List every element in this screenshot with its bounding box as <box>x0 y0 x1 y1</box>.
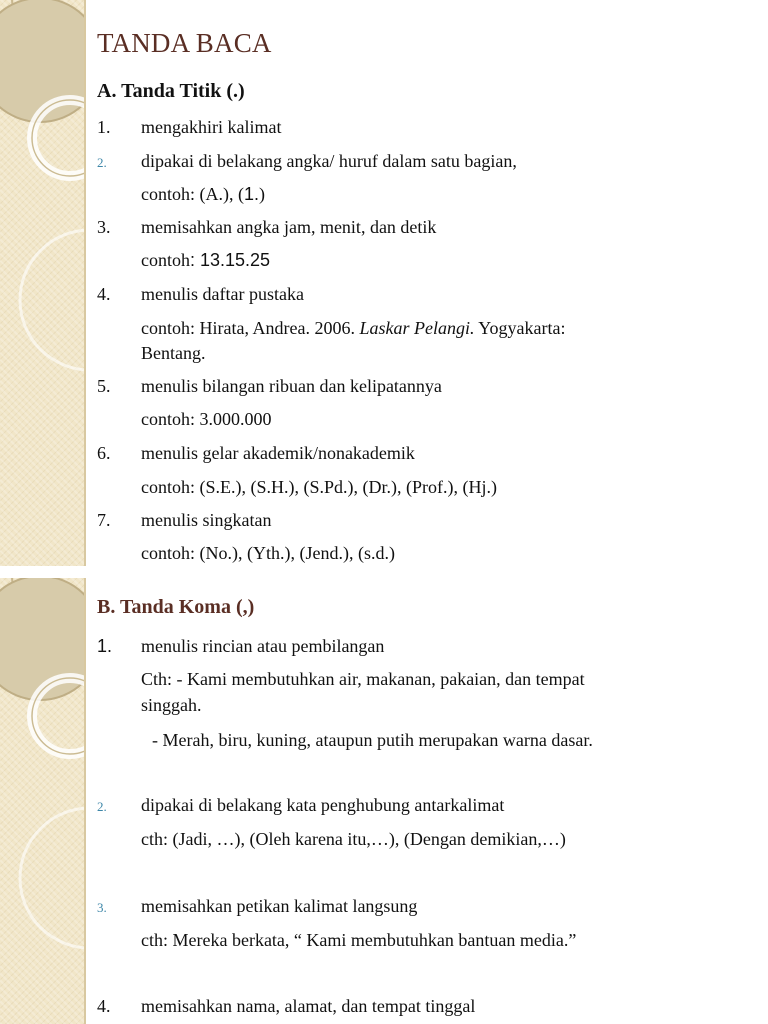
decorative-circles <box>0 578 84 1024</box>
item-example-continued: Bentang. <box>141 343 206 363</box>
item-number: 1. <box>97 117 111 137</box>
item-number: 2. <box>97 155 107 170</box>
page-title: TANDA BACA <box>97 28 272 58</box>
strip-divider <box>84 578 86 1024</box>
item-example: contoh: (No.), (Yth.), (Jend.), (s.d.) <box>141 543 395 563</box>
section-heading-koma: B. Tanda Koma (,) <box>97 596 255 618</box>
item-number: 3. <box>97 900 107 915</box>
item-text: menulis gelar akademik/nonakademik <box>141 443 415 463</box>
item-text: menulis bilangan ribuan dan kelipatannya <box>141 376 442 396</box>
item-number: 4. <box>97 996 111 1016</box>
item-example: contoh: (A.), (1.) <box>141 184 265 204</box>
item-text: menulis daftar pustaka <box>141 284 304 304</box>
decorative-circles <box>0 0 84 566</box>
item-text: memisahkan angka jam, menit, dan detik <box>141 217 437 237</box>
item-text: menulis singkatan <box>141 510 272 530</box>
item-number: 1. <box>97 636 113 656</box>
item-text: dipakai di belakang angka/ huruf dalam satu bagian, <box>141 151 517 171</box>
item-number: 5. <box>97 376 111 396</box>
item-example: Cth: - Kami membutuhkan air, makanan, pakaian, dan tempat <box>141 669 585 689</box>
item-number: 6. <box>97 443 111 463</box>
decorative-side-strip <box>0 0 84 566</box>
item-example-continued: singgah. <box>141 695 202 715</box>
slide-tanda-koma <box>0 578 768 1024</box>
item-example: contoh: Hirata, Andrea. 2006. Laskar Pelangi. Yogyakarta: <box>141 318 566 338</box>
item-example: contoh: (S.E.), (S.H.), (S.Pd.), (Dr.), (Prof.), (Hj.) <box>141 477 497 497</box>
item-number: 3. <box>97 217 111 237</box>
item-text: memisahkan petikan kalimat langsung <box>141 896 418 916</box>
item-example: cth: Mereka berkata, “ Kami membutuhkan bantuan media.” <box>141 930 577 950</box>
strip-divider <box>84 0 86 566</box>
item-example: cth: (Jadi, …), (Oleh karena itu,…), (Dengan demikian,…) <box>141 829 566 849</box>
item-text: mengakhiri kalimat <box>141 117 282 137</box>
item-text: menulis rincian atau pembilangan <box>141 636 385 656</box>
section-heading-titik: A. Tanda Titik (.) <box>97 80 245 102</box>
item-example: contoh: 13.15.25 <box>141 250 271 270</box>
item-number: 2. <box>97 799 107 814</box>
slide-gap <box>0 566 768 578</box>
item-text: memisahkan nama, alamat, dan tempat tinggal <box>141 996 476 1016</box>
item-number: 4. <box>97 284 111 304</box>
item-number: 7. <box>97 510 111 530</box>
item-example: contoh: 3.000.000 <box>141 409 272 429</box>
decorative-side-strip <box>0 578 84 1024</box>
item-text: dipakai di belakang kata penghubung antarkalimat <box>141 795 505 815</box>
item-example: - Merah, biru, kuning, ataupun putih merupakan warna dasar. <box>152 730 593 750</box>
